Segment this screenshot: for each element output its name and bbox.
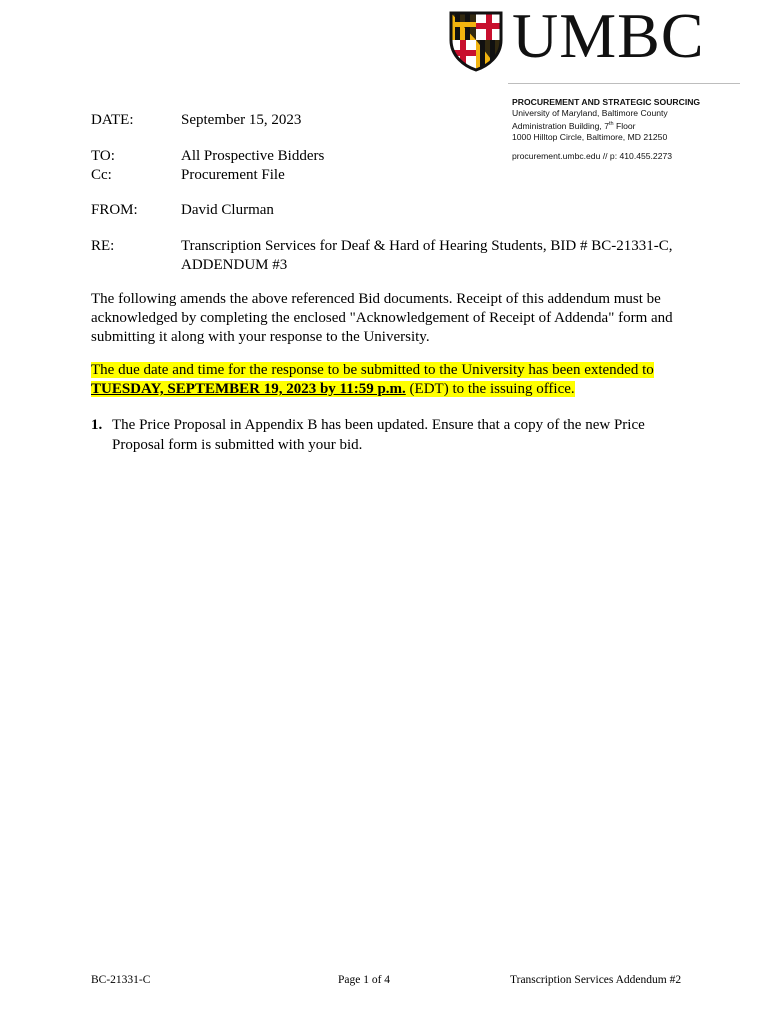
cc-value: Procurement File: [181, 167, 285, 183]
item-line-1: The Price Proposal in Appendix B has been updated. Ensure that a copy of the new Price: [112, 417, 645, 433]
list-item: [91, 415, 671, 455]
logo-wordmark: UMBC: [512, 0, 705, 71]
from-label: FROM:: [91, 202, 138, 218]
umbc-logo: [448, 0, 708, 72]
from-value: David Clurman: [181, 202, 274, 218]
re-label: RE:: [91, 238, 115, 254]
umbc-shield-icon: [448, 10, 504, 72]
item-number: 1.: [91, 417, 103, 433]
footer-page-number: Page 1 of 4: [338, 974, 391, 986]
department-name: PROCUREMENT AND STRATEGIC SOURCING: [512, 97, 701, 107]
re-value: [181, 237, 701, 275]
to-label: TO:: [91, 148, 115, 164]
footer-doc-id: BC-21331-C: [91, 974, 151, 986]
re-value-line-2: ADDENDUM #3: [181, 257, 288, 273]
notice-tail: (EDT) to the issuing office.: [405, 381, 575, 397]
address-line-2: Administration Building, 7th Floor: [512, 120, 636, 131]
due-date-notice: [91, 361, 681, 399]
address-line-1: University of Maryland, Baltimore County: [512, 108, 668, 118]
to-value: All Prospective Bidders: [181, 148, 325, 164]
re-value-line-1: Transcription Services for Deaf & Hard of Hearing Students, BID # BC-21331-C,: [181, 238, 673, 254]
item-line-2: Proposal form is submitted with your bid.: [112, 437, 363, 453]
new-due-date: TUESDAY, SEPTEMBER 19, 2023 by 11:59 p.m.: [91, 381, 406, 397]
address-line-3: 1000 Hilltop Circle, Baltimore, MD 21250: [512, 131, 668, 142]
cc-label: Cc:: [91, 167, 112, 183]
date-label: DATE:: [91, 112, 134, 128]
footer-doc-title: Transcription Services Addendum #2: [510, 974, 682, 986]
notice-line-1: The due date and time for the response to be submitted to the University has been extended to: [91, 362, 654, 378]
header-divider: [508, 83, 740, 84]
intro-paragraph: The following amends the above referenced Bid documents. Receipt of this addendum must be acknowledged by completing the enclosed "Acknowledgement of Receipt of Addenda" form and submitting it along with your response to the University.: [91, 291, 673, 345]
contact-website-phone: procurement.umbc.edu // p: 410.455.2273: [512, 150, 673, 161]
date-value: September 15, 2023: [181, 112, 302, 128]
